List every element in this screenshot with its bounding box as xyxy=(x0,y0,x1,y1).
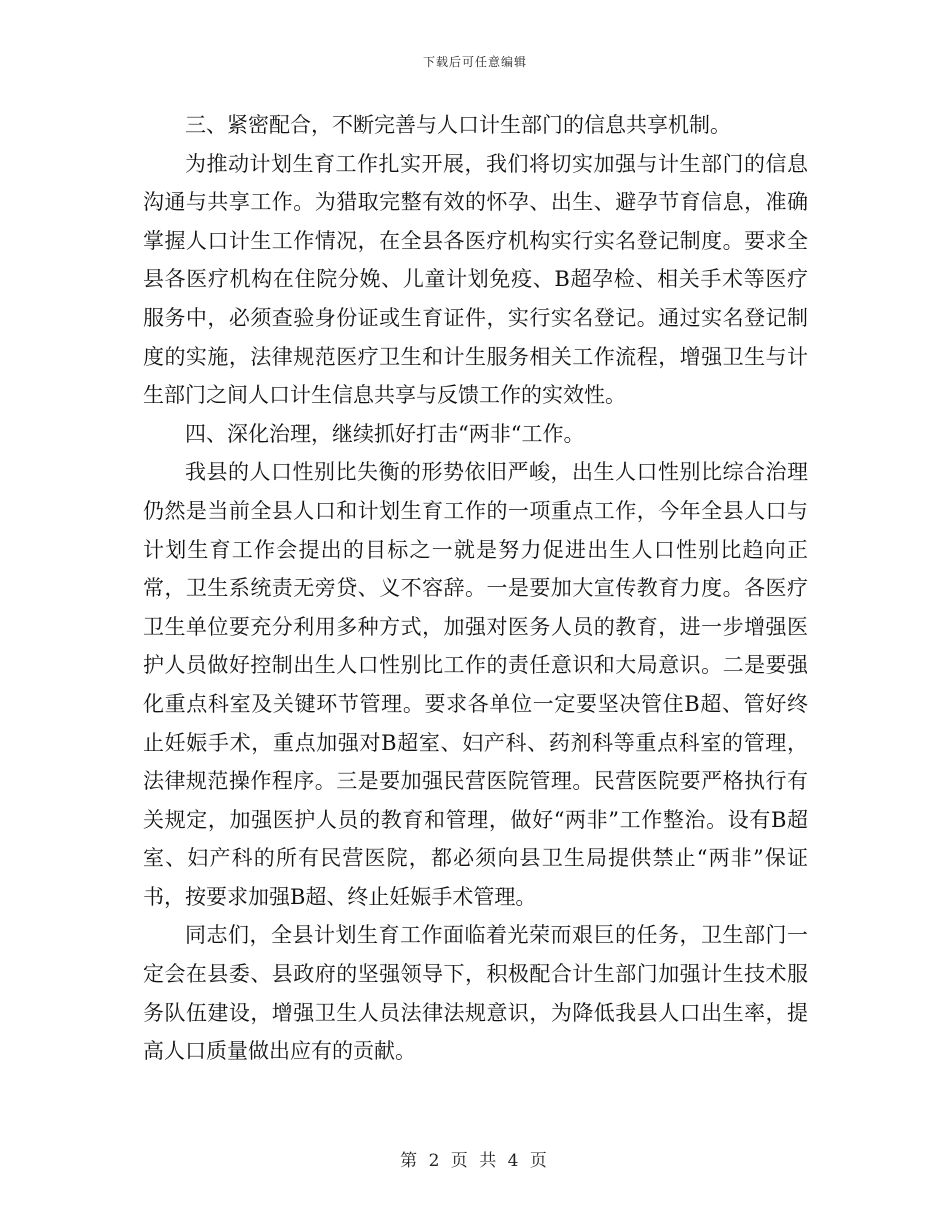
header-note: 下载后可任意编辑 xyxy=(422,55,527,69)
body-paragraph: 我县的人口性别比失衡的形势依旧严峻，出生人口性别比综合治理仍然是当前全县人口和计划生育工作的一项重点工作，今年全县人口与计划生育工作会提出的目标之一就是努力促进出生人口性别比趋向正常，卫生系统责无旁贷、义不容辞。一是要加大宣传教育力度。各医疗卫生单位要充分利用多种方式，加强对医务人员的教育，进一步增强医护人员做好控制出生人口性别比工作的责任意识和大局意识。二是要强化重点科室及关键环节管理。要求各单位一定要坚决管住B超、管好终止妊娠手术，重点加强对B超室、妇产科、药剂科等重点科室的管理，法律规范操作程序。三是要加强民营医院管理。民营医院要严格执行有关规定，加强医护人员的教育和管理，做好“两非”工作整治。设有B超室、妇产科的所有民营医院，都必须向县卫生局提供禁止“两非”保证书，按要求加强B超、终止妊娠手术管理。 xyxy=(143,460,808,909)
page-number: 第 2 页 共 4 页 xyxy=(400,1151,550,1171)
document-body xyxy=(143,106,808,1071)
body-paragraph: 为推动计划生育工作扎实开展，我们将切实加强与计生部门的信息沟通与共享工作。为猎取完整有效的怀孕、出生、避孕节育信息，准确掌握人口计生工作情况，在全县各医疗机构实行实名登记制度。要求全县各医疗机构在住院分娩、儿童计划免疫、B超孕检、相关手术等医疗服务中，必须查验身份证或生育证件，实行实名登记。通过实名登记制度的实施，法律规范医疗卫生和计生服务相关工作流程，增强卫生与计生部门之间人口计生信息共享与反馈工作的实效性。 xyxy=(143,151,808,408)
closing-paragraph: 同志们，全县计划生育工作面临着光荣而艰巨的任务，卫生部门一定会在县委、县政府的坚强领导下，积极配合计生部门加强计生技术服务队伍建设，增强卫生人员法律法规意识，为降低我县人口出生率，提高人口质量做出应有的贡献。 xyxy=(143,923,808,1064)
section-heading-4: 四、深化治理，继续抓好打击“两非“工作。 xyxy=(185,421,585,446)
section-heading-3: 三、紧密配合，不断完善与人口计生部门的信息共享机制。 xyxy=(185,113,731,137)
